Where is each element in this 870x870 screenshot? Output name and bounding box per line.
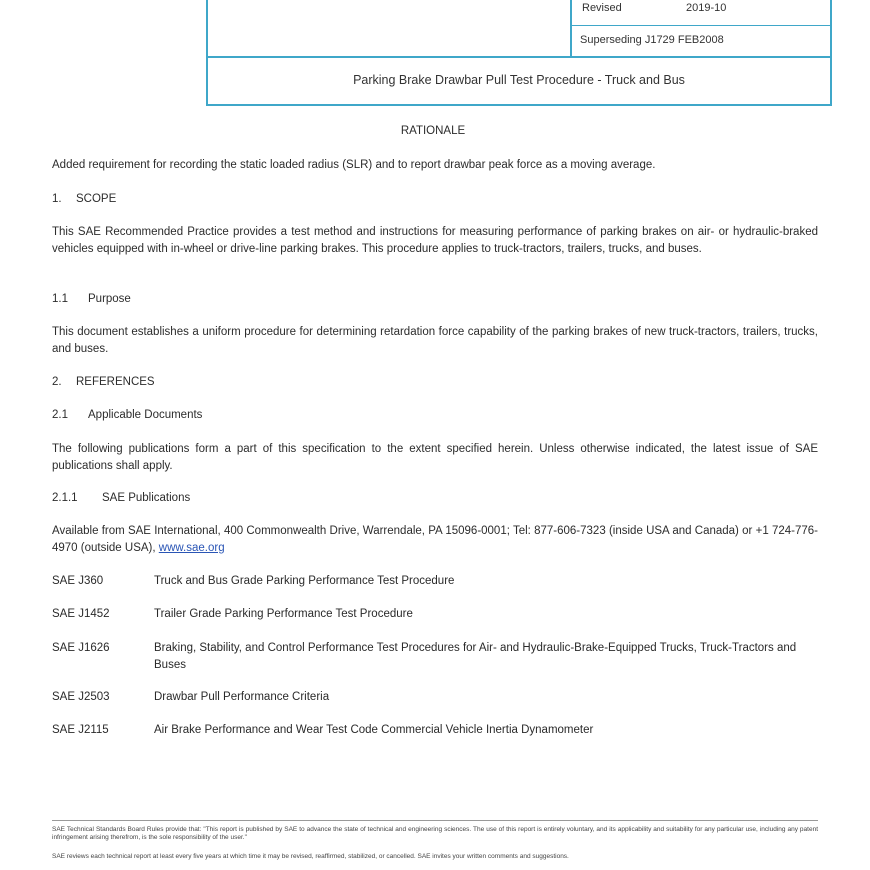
section-number: 2. xyxy=(52,376,62,388)
section-title-references: REFERENCES xyxy=(76,376,155,388)
reference-code: SAE J360 xyxy=(52,575,104,587)
reference-title: Truck and Bus Grade Parking Performance Test Procedure xyxy=(154,575,455,587)
header-divider xyxy=(570,0,572,56)
section-number: 2.1.1 xyxy=(52,492,78,504)
reference-code: SAE J2115 xyxy=(52,724,109,736)
reference-code: SAE J1626 xyxy=(52,642,110,654)
applicable-documents-paragraph: The following publications form a part of this specification to the extent specified herein. Unless otherwise indicated, the latest issue of SAE publications shall apply. xyxy=(52,443,818,472)
scope-paragraph: This SAE Recommended Practice provides a test method and instructions for measuring performance of parking brakes on air- or hydraulic-braked vehicles equipped with in-wheel or drive-line parking brakes. This procedure applies to truck-tractors, trailers, trucks, and buses. xyxy=(52,226,818,255)
reference-title: Drawbar Pull Performance Criteria xyxy=(154,691,330,703)
superseding-label: Superseding J1729 FEB2008 xyxy=(580,34,724,46)
sae-website-link[interactable]: www.sae.org xyxy=(158,541,225,554)
reference-code: SAE J1452 xyxy=(52,608,110,620)
rationale-text: Added requirement for recording the static loaded radius (SLR) and to report drawbar peak force as a moving average. xyxy=(52,159,656,171)
purpose-paragraph: This document establishes a uniform procedure for determining retardation force capability of the parking brakes of new truck-tractors, trailers, trucks, and buses. xyxy=(52,326,818,355)
section-number: 1. xyxy=(52,193,62,205)
section-title-sae-publications: SAE Publications xyxy=(102,492,191,504)
footer-review-note: SAE reviews each technical report at least every five years at which time it may be revised, reaffirmed, stabilized, or cancelled. SAE invites your written comments and suggestions. xyxy=(52,853,569,860)
header-row-divider xyxy=(570,25,830,26)
section-title-scope: SCOPE xyxy=(76,193,117,205)
document-title: Parking Brake Drawbar Pull Test Procedure - Truck and Bus xyxy=(353,73,685,87)
revised-label: Revised xyxy=(582,2,622,14)
header-info-box xyxy=(206,0,832,58)
reference-title: Trailer Grade Parking Performance Test Procedure xyxy=(154,608,413,620)
reference-title: Braking, Stability, and Control Performance Test Procedures for Air- and Hydraulic-Brake-Equipped Trucks, Truck-Tractors and Buses xyxy=(154,642,797,671)
section-title-applicable-documents: Applicable Documents xyxy=(88,409,203,421)
rationale-heading: RATIONALE xyxy=(400,125,466,137)
reference-title: Air Brake Performance and Wear Test Code Commercial Vehicle Inertia Dynamometer xyxy=(154,724,594,736)
document-title-box xyxy=(206,56,832,106)
section-title-purpose: Purpose xyxy=(88,293,131,305)
footer-disclaimer: SAE Technical Standards Board Rules provide that: "This report is published by SAE to advance the state of technical and engineering sciences. The use of this report is entirely voluntary, and its applicability and suitability for any particular use, including any patent infringement arising therefrom, is the sole responsibility of the user." xyxy=(52,826,818,841)
footer-divider xyxy=(52,820,818,821)
sae-address-text: Available from SAE International, 400 Commonwealth Drive, Warrendale, PA 15096-0001; Tel: 877-606-7323 (inside USA and Canada) or +1 724-776-4970 (outside USA), xyxy=(52,525,818,554)
revised-value: 2019-10 xyxy=(686,2,727,14)
section-number: 1.1 xyxy=(52,293,68,305)
section-number: 2.1 xyxy=(52,409,68,421)
reference-code: SAE J2503 xyxy=(52,691,110,703)
sae-publications-paragraph xyxy=(52,523,818,556)
